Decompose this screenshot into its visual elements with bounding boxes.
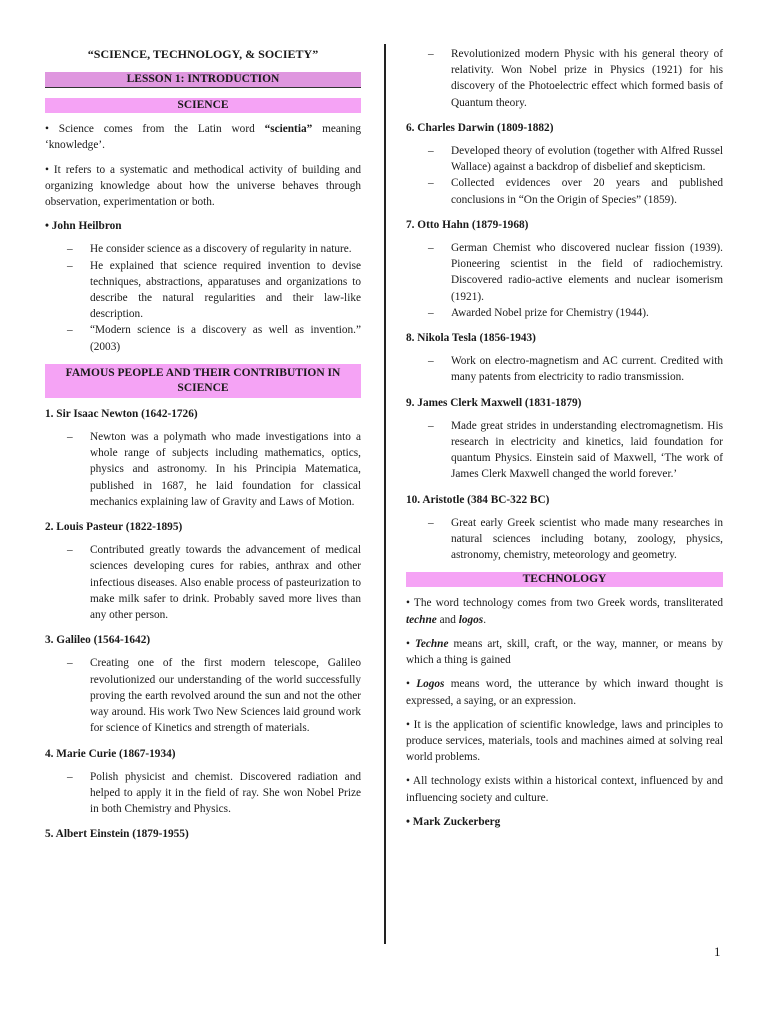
list-item: – Developed theory of evolution (together with Alfred Russel Wallace) against a backdrop of disbelief and skepticism.: [406, 143, 723, 175]
list-item: – He consider science as a discovery of regularity in nature.: [45, 241, 361, 257]
text: .: [483, 613, 487, 626]
person-hahn: [406, 217, 723, 321]
text: • Science comes from the Latin word: [45, 123, 265, 136]
person-points: [406, 143, 723, 208]
person-points: [45, 542, 361, 623]
person-name: 6. Charles Darwin (1809-1882): [406, 121, 554, 134]
zuckerberg-heading: • Mark Zuckerberg: [406, 815, 501, 828]
person-points: [45, 429, 361, 510]
text: •: [406, 637, 415, 650]
person-newton: [45, 406, 361, 510]
list-item: – Great early Greek scientist who made many researches in natural sciences including botany, zoology, physics, astronomy, chemistry, meteorology and geometry.: [406, 515, 723, 564]
page-number: 1: [714, 944, 721, 959]
text: and: [436, 613, 459, 626]
person-name: 5. Albert Einstein (1879-1955): [45, 828, 189, 841]
person-points: [406, 515, 723, 564]
famous-people-heading: FAMOUS PEOPLE AND THEIR CONTRIBUTION IN SCIENCE: [45, 364, 361, 398]
lesson-heading: LESSON 1: INTRODUCTION: [45, 72, 361, 88]
list-item: – “Modern science is a discovery as well as invention.” (2003): [45, 322, 361, 354]
person-curie: [45, 746, 361, 818]
technology-paragraph-2: [406, 636, 723, 668]
document-title: “SCIENCE, TECHNOLOGY, & SOCIETY”: [87, 47, 319, 61]
list-item: – Polish physicist and chemist. Discovered radiation and helped to apply it in the field of ray. She won Nobel Prize in both Chemistry and Physics.: [45, 769, 361, 818]
list-item: – Collected evidences over 20 years and published conclusions in “On the Origin of Species” (1859).: [406, 175, 723, 207]
latin-term: “scientia”: [264, 123, 313, 136]
list-item: – Newton was a polymath who made investigations into a whole range of subjects including mathematics, optics, physics and astronomy. In his Principia Matematica, published in 1687, he laid foundation for classical mechanics explaining law of Gravity and Laws of Motion.: [45, 429, 361, 510]
person-tesla: [406, 330, 723, 386]
person-points: [406, 418, 723, 483]
text: • The word technology comes from two Greek words, transliterated: [406, 597, 723, 610]
person-maxwell: [406, 395, 723, 483]
list-item: – Creating one of the first modern telescope, Galileo revolutionized our understanding of the world successfully proving the earth revolved around the sun and not the other way around. His work Two New Sciences laid ground work for science of Kinetics and strength of materials.: [45, 655, 361, 736]
right-column: [406, 46, 723, 837]
person-name: 4. Marie Curie (1867-1934): [45, 747, 176, 760]
technology-paragraph-1: [406, 595, 723, 627]
person-points: [406, 353, 723, 385]
text: means word, the utterance by which inward thought is expressed, a saying, or an expression.: [406, 678, 724, 707]
text: •: [406, 678, 417, 691]
person-pasteur: [45, 519, 361, 623]
list-item: – Awarded Nobel prize for Chemistry (1944).: [406, 305, 723, 321]
heilbron-points: [45, 241, 361, 354]
technology-paragraph-5: • All technology exists within a historical context, influenced by and influencing society and culture.: [406, 775, 723, 804]
text: means art, skill, craft, or the way, manner, or means by which a thing is gained: [406, 637, 724, 667]
term-techne: techne: [406, 613, 437, 626]
person-aristotle: [406, 492, 723, 564]
technology-paragraph-4: • It is the application of scientific knowledge, laws and principles to produce services, materials, tools and machines aimed at solving real world problems.: [406, 718, 723, 764]
text: meaning ‘knowledge’.: [45, 123, 361, 152]
person-name: 8. Nikola Tesla (1856-1943): [406, 332, 536, 345]
term-logos: Logos: [416, 678, 445, 691]
heilbron-heading: • John Heilbron: [45, 220, 122, 233]
science-paragraph-2: • It refers to a systematic and methodical activity of building and organizing knowledge about how the universe behaves through observation, experimentation or both.: [45, 163, 361, 209]
list-item: – Work on electro-magnetism and AC current. Credited with many patents from electricity to radio transmission.: [406, 353, 723, 385]
person-galileo: [45, 632, 361, 736]
person-einstein: [45, 826, 361, 842]
person-darwin: [406, 120, 723, 208]
column-divider: [384, 44, 386, 944]
list-item: – He explained that science required invention to devise techniques, abstractions, apparatuses and organizations to describe the natural regularities and their law-like description.: [45, 258, 361, 323]
einstein-points: [406, 46, 723, 111]
list-item: – Contributed greatly towards the advancement of medical sciences developing cures for rabies, anthrax and other infectious diseases. Also enable process of pasteurization to make milk safer to drink. Probably saved more lives than any other person.: [45, 542, 361, 623]
person-name: 3. Galileo (1564-1642): [45, 634, 151, 647]
technology-heading: TECHNOLOGY: [406, 572, 723, 587]
person-name: 2. Louis Pasteur (1822-1895): [45, 521, 183, 534]
term-techne: Techne: [414, 637, 449, 650]
person-points: [45, 655, 361, 736]
left-column: [45, 46, 361, 850]
person-name: 7. Otto Hahn (1879-1968): [406, 218, 529, 231]
list-item: – Made great strides in understanding electromagnetism. His research in electricity and kinetics, laid foundation for quantum Physics. Einstein said of Maxwell, ‘The work of James Clerk Maxwell changed the world forever.’: [406, 418, 723, 483]
person-name: 9. James Clerk Maxwell (1831-1879): [406, 396, 582, 409]
person-name: 1. Sir Isaac Newton (1642-1726): [45, 407, 198, 420]
person-points: [45, 769, 361, 818]
science-paragraph-1: [45, 121, 361, 153]
technology-paragraph-3: [406, 676, 723, 708]
list-item: – Revolutionized modern Physic with his general theory of relativity. Won Nobel prize in Physics (1921) for his discovery of the Photoelectric effect which formed basis of Quantum theory.: [406, 46, 723, 111]
person-points: [406, 240, 723, 321]
science-heading: SCIENCE: [45, 98, 361, 113]
term-logos: logos: [458, 613, 484, 626]
person-name: 10. Aristotle (384 BC-322 BC): [406, 493, 550, 506]
list-item: – German Chemist who discovered nuclear fission (1939). Pioneering scientist in the field of radiochemistry. Discovered radio-active elements and nuclear isomerism (1921).: [406, 240, 723, 305]
